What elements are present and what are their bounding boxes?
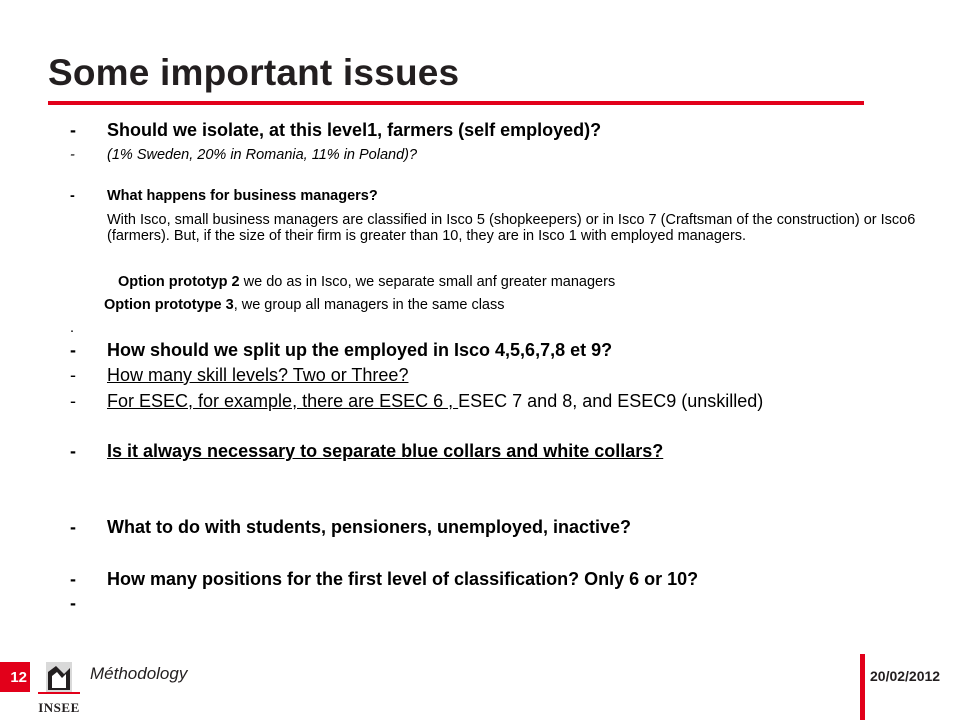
business-managers-explanation: With Isco, small business managers are classified in Isco 5 (shopkeepers) or in Isco 7 (Craftsman of the construction) or Isco6 (farmers). But, if the size of their firm is greater than 10, they are in Isco 1 with employed managers.: [107, 212, 916, 244]
esec-rest: ESEC 7 and 8, and ESEC9 (unskilled): [458, 391, 764, 411]
option-label: Option prototype 3: [104, 297, 234, 313]
bullet-dash: -: [70, 340, 76, 360]
bullet-text: Is it always necessary to separate blue collars and white collars?: [107, 441, 664, 461]
footer-date: 20/02/2012: [870, 668, 941, 684]
bullet-dash: -: [70, 147, 75, 163]
option-label: Option prototyp 2: [118, 274, 240, 290]
bullet-dash: -: [70, 569, 76, 589]
bullet-text: How many skill levels? Two or Three?: [107, 365, 409, 385]
logo-text: INSEE: [38, 700, 80, 715]
option-prototype-3: [104, 297, 505, 313]
bullet-text: [107, 391, 763, 412]
insee-logo-icon: [36, 660, 82, 702]
bullet-dash: -: [70, 188, 75, 204]
bullet-dash: -: [70, 365, 76, 385]
option-text: we do as in Isco, we separate small anf greater managers: [239, 274, 616, 290]
bullet-dash: -: [70, 441, 76, 461]
insee-logo: [36, 660, 82, 718]
footer-red-bar: [860, 654, 865, 720]
slide-title: Some important issues: [48, 52, 460, 93]
bullet-text: What to do with students, pensioners, unemployed, inactive?: [107, 517, 632, 537]
dot-separator: .: [70, 320, 75, 336]
bullet-dash: -: [70, 517, 76, 537]
bullet-dash: -: [70, 593, 76, 613]
bullet-dash: -: [70, 391, 76, 411]
bullet-text: What happens for business managers?: [107, 188, 378, 204]
esec-underlined: For ESEC, for example, there are ESEC 6 ,: [107, 391, 459, 411]
bullet-dash: -: [70, 120, 76, 140]
page-number: 12: [0, 662, 30, 692]
option-text: , we group all managers in the same class: [233, 297, 505, 313]
bullet-text: How many positions for the first level of classification? Only 6 or 10?: [107, 569, 699, 589]
bullet-text: (1% Sweden, 20% in Romania, 11% in Poland)?: [107, 147, 418, 163]
bullet-text: Should we isolate, at this level1, farmers (self employed)?: [107, 120, 602, 140]
bullet-text: How should we split up the employed in Isco 4,5,6,7,8 et 9?: [107, 340, 613, 360]
title-underline: [48, 101, 864, 105]
option-prototype-2: [118, 274, 615, 290]
footer-section-label: Méthodology: [90, 664, 188, 683]
